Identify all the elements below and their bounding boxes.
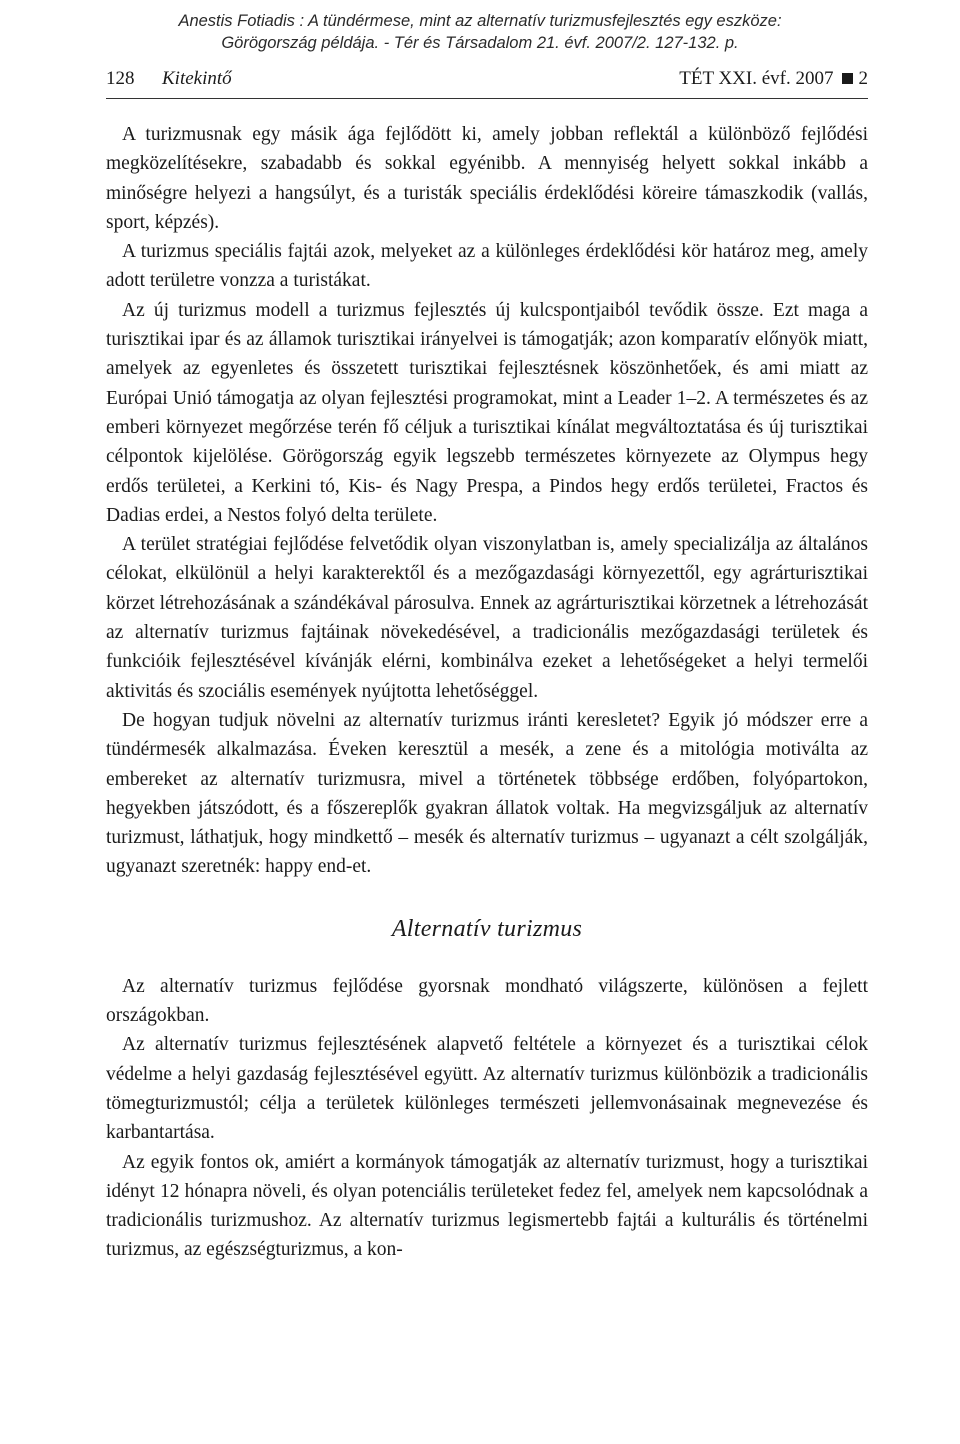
paragraph: A turizmusnak egy másik ága fejlődött ki, amely jobban reflektál a különböző fejlődési megközelítésekre, szabadabb és sokkal egyénibb. A mennyiség helyett sokkal inkább a minőségre helyezi a hangsúlyt, és a turisták speciális érdeklődési köreire támaszkodik (vallás, sport, képzés).	[106, 124, 868, 233]
paragraph: Az alternatív turizmus fejlődése gyorsnak mondható világszerte, különösen a fejlett országokban.	[106, 975, 868, 1027]
paragraph: Az egyik fontos ok, amiért a kormányok támogatják az alternatív turizmust, hogy a turisztikai idényt 12 hónapra növeli, és olyan potenciális területeket fedez fel, amelyek nem kapcsolódnak a tradicionális turizmushoz. Az alternatív turizmus legismertebb fajtái a kulturális és történelmi turizmus, az egészségturizmus, a kon-	[106, 1151, 868, 1261]
paragraph: A turizmus speciális fajtái azok, melyeket az a különleges érdeklődési kör határoz meg, amely adott területre vonzza a turistákat.	[106, 241, 868, 292]
header-rule	[106, 98, 868, 99]
journal-info	[679, 68, 868, 90]
journal-issue: 2	[858, 68, 868, 89]
section-name: Kitekintő	[162, 68, 232, 89]
paragraph: Az új turizmus modell a turizmus fejlesztés új kulcspontjaiból tevődik össze. Ezt maga a turisztikai ipar és az államok turisztikai irányelvei is támogatják; azon komparatív előnyök miatt, amelyek az egyenletes és összetett turisztikai fejlesztésnek köszönhetőek, és ami miatt az Európai Unió támogatja az olyan fejlesztési programokat, mint a Leader 1–2. A természetes és az emberi környezet megőrzése terén fő céljuk a turisztikai kínálat megváltoztatása és új turisztikai célpontok kijelölése. Görögország egyik legszebb természetes környezete az Olympus hegy erdős területei, a Kerkini tó, Kis- és Nagy Prespa, a Pindos hegy erdős területei, Fractos és Dadias erdei, a Nestos folyó delta területe.	[106, 299, 868, 526]
paragraph: De hogyan tudjuk növelni az alternatív turizmus iránti keresletet? Egyik jó módszer erre a tündérmesék alkalmazása. Éveken keresztül a mesék, a zene és a mitológia motiválta az embereket az alternatív turizmusra, mivel a történetek többsége erdőben, folyópartokon, hegyekben játszódott, és a főszereplők gyakran állatok voltak. Ha megvizsgáljuk az alternatív turizmust, láthatjuk, hogy mindkettő – mesék és alternatív turizmus – ugyanazt a célt szolgálják, ugyanazt szeretnék: happy end-et.	[106, 709, 868, 878]
page-number: 128	[106, 68, 135, 89]
running-head	[106, 68, 868, 96]
paragraph: A terület stratégiai fejlődése felvetődik olyan viszonylatban is, amely specializálja az általános célokat, elkülönül a helyi karakterektől és a mezőgazdasági környezettől, egy agrárturisztikai körzet létrehozásának a szándékával párosulva. Ennek az agrárturisztikai körzetnek a létrehozását az alternatív turizmus fajtáinak növekedésével, a tradicionális mezőgazdasági területek és funkcióik fejlesztésével kívánják elérni, kombinálva ezeket a lehetőségeket a helyi termelői aktivitás és szociális események nyújtotta lehetőséggel.	[106, 534, 868, 702]
paragraph: Az alternatív turizmus fejlesztésének alapvető feltétele a környezet és a turisztikai célok védelme a helyi gazdaság fejlesztésével együtt. Az alternatív turizmus különbözik a tradicionális tömegturizmustól; célja a területek különleges természeti jellemvonásainak megnevezése és karbantartása.	[106, 1034, 868, 1144]
citation-line-1: Anestis Fotiadis : A tündérmese, mint az alternatív turizmusfejlesztés egy eszköze:	[178, 12, 782, 30]
square-bullet-icon	[842, 73, 853, 84]
section-heading: Alternatív turizmus	[391, 915, 583, 942]
journal-volume: TÉT XXI. évf. 2007	[679, 68, 834, 89]
citation-line-2: Görögország példája. - Tér és Társadalom 21. évf. 2007/2. 127-132. p.	[221, 34, 739, 52]
article-body	[106, 120, 868, 1265]
citation-header	[0, 10, 960, 54]
